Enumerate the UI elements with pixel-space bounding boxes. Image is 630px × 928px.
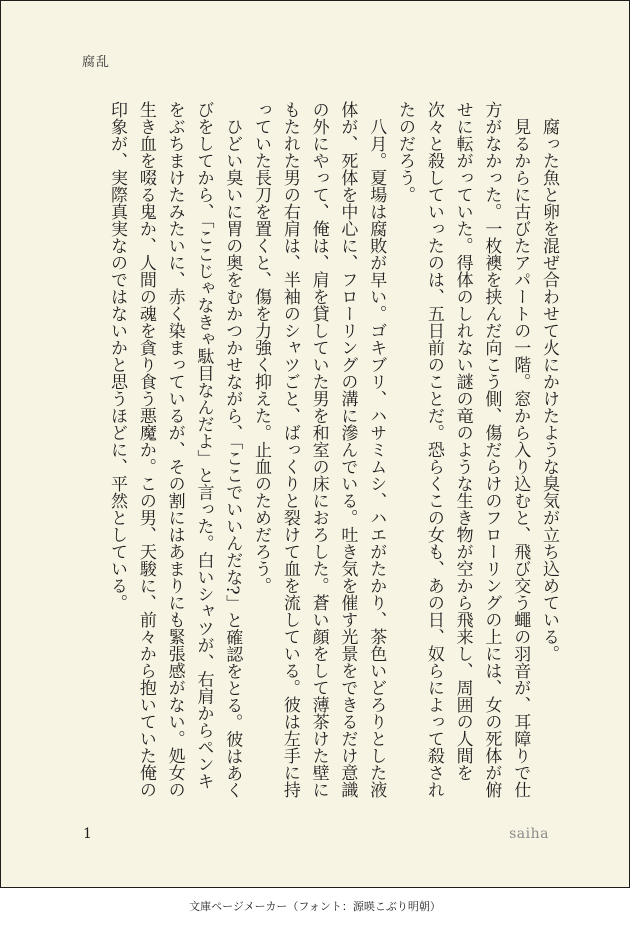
running-title: 腐乱 bbox=[82, 55, 111, 70]
page-number: 1 bbox=[83, 826, 92, 842]
footer-credit: 文庫ページメーカー（フォント：源暎こぶり明朝） bbox=[189, 900, 441, 913]
paragraph-1: 腐った魚と卵を混ぜ合わせて火にかけたような臭気が立ち込めている。 bbox=[539, 118, 559, 662]
vertical-body-text bbox=[79, 101, 563, 801]
author-name: saiha bbox=[509, 826, 549, 842]
paragraph-4: ひどい臭いに胃の奥をむかつかせながら、「ここでいいんだな?」と確認をとる。彼はあくびをしてから、「ここじゃなきゃ駄目なんだよ」と言った。白いシャツが、右肩からペンキをぶちまけたみたいに、赤く染まっているが、その割にはあまりにも緊張感がない。処女の生き血を啜る鬼か、人間の魂を貪り食う悪魔か。この男、天駿に、前々から抱いていた俺の印象が、実際真実なのではないかと思うほどに、平然としている。 bbox=[107, 101, 243, 799]
paragraph-2: 見るからに古びたアパートの一階。窓から入り込むと、飛び交う蠅の羽音が、耳障りで仕方がなかった。一枚襖を挟んだ向こう側、傷だらけのフローリングの上には、女の死体が俯せに転がっていた。得体のしれない謎の竜のような生き物が空から飛来し、周囲の人間を次々と殺していったのは、五日前のことだ。恐らくこの女も、あの日、奴らによって殺されたのだろう。 bbox=[395, 101, 531, 798]
paragraph-3: 八月。夏場は腐敗が早い。ゴキブリ、ハサミムシ、ハエがたかり、茶色いどろりとした液体が、死体を中心に、フローリングの溝に滲んでいる。吐き気を催す光景をできるだけ意識の外にやって、俺は、肩を貸していた男を和室の床におろした。蒼い顔をして薄茶けた壁にもたれた男の右肩は、半袖のシャツごと、ばっくりと裂けて血を流している。彼は左手に持っていた長刀を置くと、傷を力強く抑えた。止血のためだろう。 bbox=[251, 101, 387, 798]
